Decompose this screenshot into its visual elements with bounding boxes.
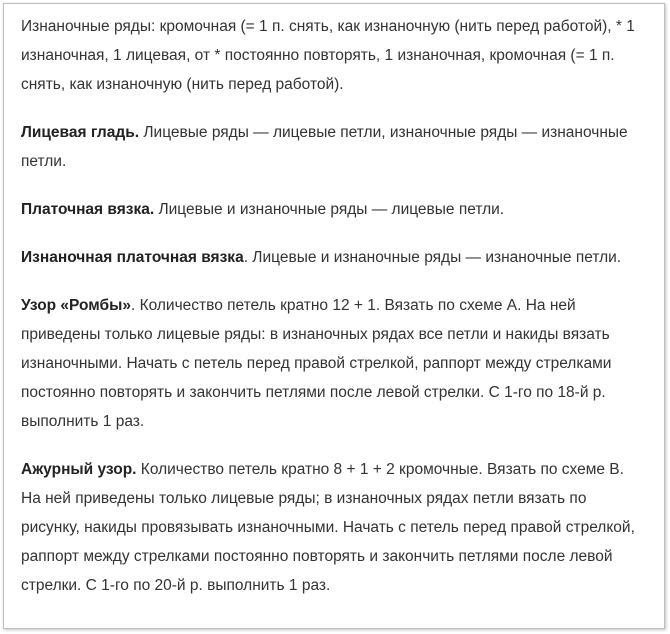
paragraph-garter [21, 195, 646, 224]
paragraph-text: Количество петель кратно 8 + 1 + 2 кромочные. Вязать по схеме B. На ней приведены только лицевые ряды; в изнаночных рядах петли вязать по рисунку, накиды провязывать изнаночными. Начать с петель перед правой стрелкой, раппорт между стрелками постоянно повторять и закончить петлями после левой стрелки. С 1-го по 20-й р. выполнить 1 раз. [21, 461, 635, 594]
paragraph-text: Изнаночные ряды: кромочная (= 1 п. снять, как изнаночную (нить перед работой), * 1 изнаночная, 1 лицевая, от * постоянно повторять, 1 изнаночная, кромочная (= 1 п. снять, как изнаночную (нить перед работой). [21, 18, 635, 93]
paragraph-title: Узор «Ромбы» [21, 297, 131, 314]
paragraph-title: Изнаночная платочная вязка [21, 249, 244, 266]
paragraph-title: Ажурный узор. [21, 461, 137, 478]
paragraph-stockinette [21, 118, 646, 176]
paragraph-text: Лицевые и изнаночные ряды — лицевые петли. [154, 201, 505, 218]
paragraph-diamond-pattern [21, 291, 646, 436]
paragraph-text: . Лицевые и изнаночные ряды — изнаночные петли. [243, 249, 622, 266]
paragraph-lace-pattern [21, 455, 646, 600]
paragraph-title: Платочная вязка. [21, 201, 155, 218]
paragraph-purl-rows [21, 12, 646, 99]
document-panel [3, 3, 665, 629]
paragraph-reverse-garter [21, 243, 646, 272]
paragraph-text: Лицевые ряды — лицевые петли, изнаночные ряды — изнаночные петли. [21, 124, 628, 170]
paragraph-title: Лицевая гладь. [21, 124, 140, 141]
paragraph-text: . Количество петель кратно 12 + 1. Вязать по схеме A. На ней приведены только лицевые ряды: в изнаночных рядах все петли и накиды вязать изнаночными. Начать с петель перед правой стрелкой, раппорт между стрелками постоянно повторять и закончить петлями после левой стрелки. С 1-го по 18-й р. выполнить 1 раз. [21, 297, 612, 430]
